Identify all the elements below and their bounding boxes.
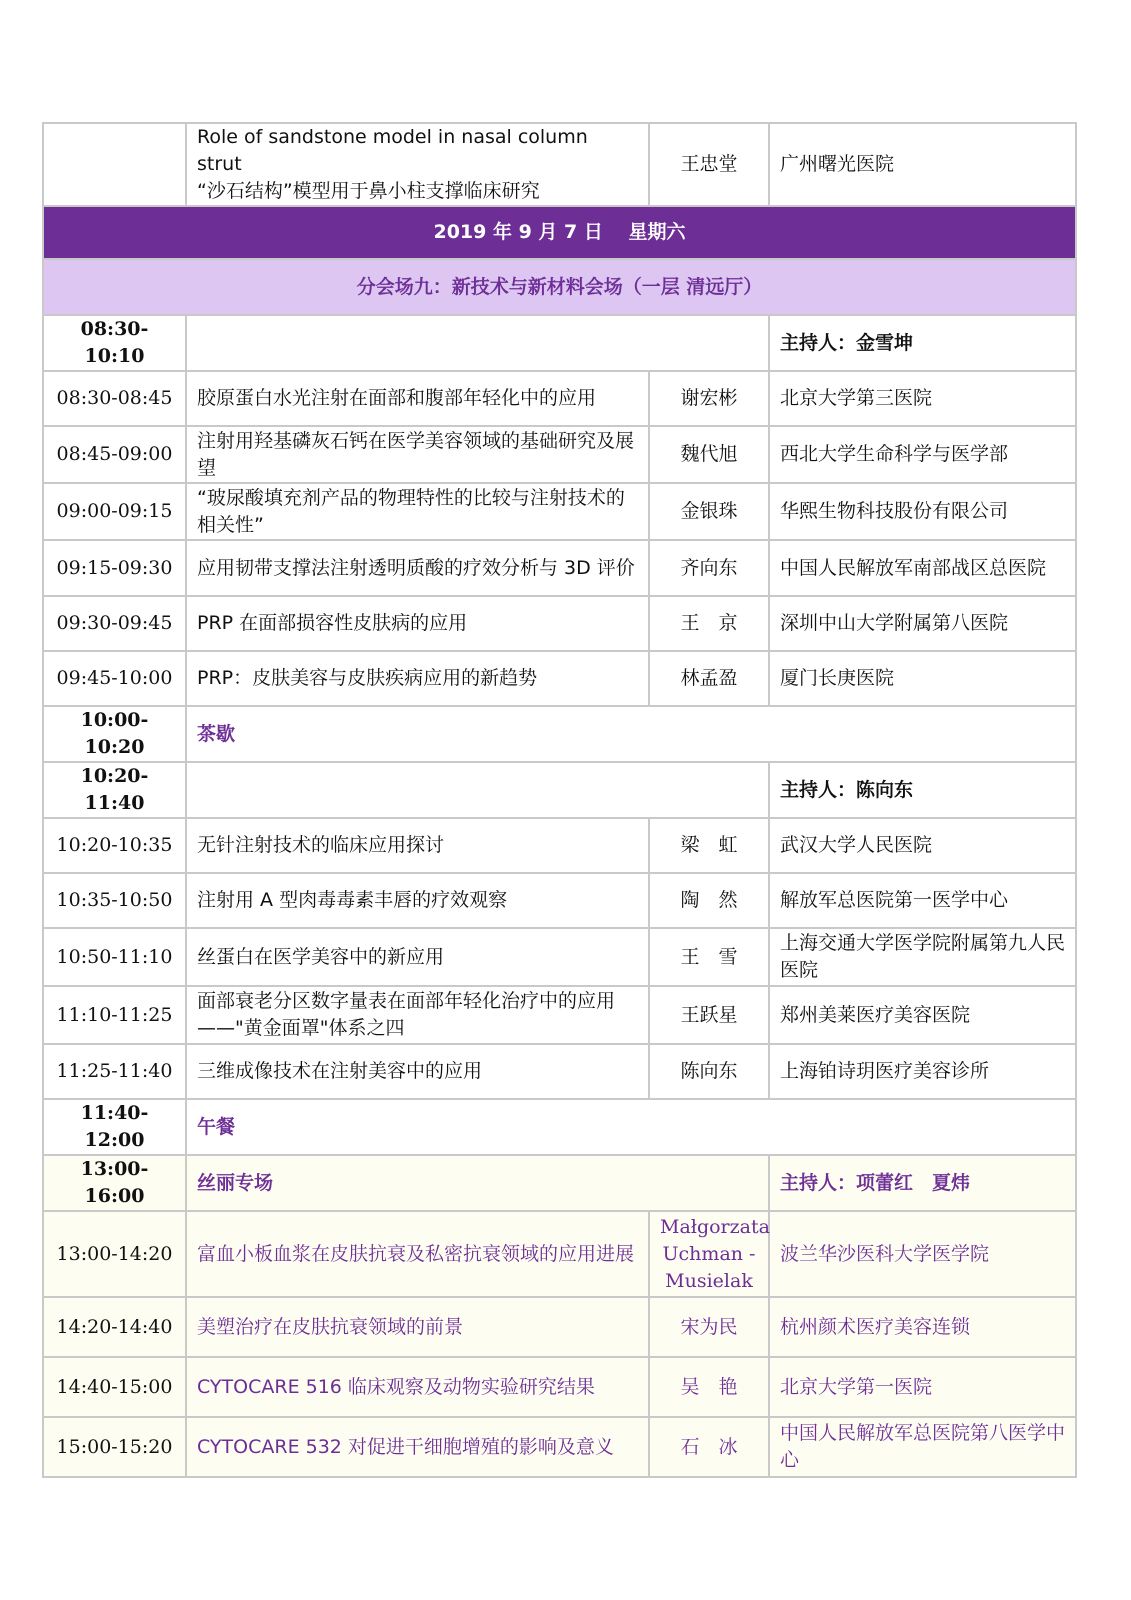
talk-title: 三维成像技术在注射美容中的应用 xyxy=(186,1044,649,1099)
session-header-row xyxy=(43,315,1076,371)
table-row xyxy=(43,873,1076,928)
talk-time: 10:35-10:50 xyxy=(43,873,186,928)
speaker-name: 陈向东 xyxy=(649,1044,769,1099)
institution: 上海交通大学医学院附属第九人民医院 xyxy=(769,928,1076,986)
talk-time: 11:10-11:25 xyxy=(43,986,186,1044)
talk-time: 10:20-10:35 xyxy=(43,818,186,873)
table-row xyxy=(43,123,1076,206)
speaker-name: 王跃星 xyxy=(649,986,769,1044)
institution: 波兰华沙医科大学医学院 xyxy=(769,1211,1076,1297)
schedule-table xyxy=(42,122,1077,1478)
table-row xyxy=(43,928,1076,986)
institution: 武汉大学人民医院 xyxy=(769,818,1076,873)
talk-title: PRP：皮肤美容与皮肤疾病应用的新趋势 xyxy=(186,651,649,706)
table-row xyxy=(43,596,1076,651)
table-row xyxy=(43,1044,1076,1099)
talk-time: 14:40-15:00 xyxy=(43,1357,186,1417)
institution: 杭州颜术医疗美容连锁 xyxy=(769,1297,1076,1357)
table-row xyxy=(43,1297,1076,1357)
talk-title: 注射用 A 型肉毒毒素丰唇的疗效观察 xyxy=(186,873,649,928)
talk-time: 09:00-09:15 xyxy=(43,483,186,540)
talk-title: 注射用羟基磷灰石钙在医学美容领域的基础研究及展望 xyxy=(186,426,649,483)
institution: 郑州美莱医疗美容医院 xyxy=(769,986,1076,1044)
talk-title-cn: “沙石结构”模型用于鼻小柱支撑临床研究 xyxy=(197,180,540,202)
institution: 北京大学第三医院 xyxy=(769,371,1076,426)
venue-banner-row xyxy=(43,259,1076,315)
speaker-name: 王 京 xyxy=(649,596,769,651)
session-time: 13:00-16:00 xyxy=(43,1155,186,1211)
table-row xyxy=(43,1211,1076,1297)
table-row xyxy=(43,483,1076,540)
talk-time: 11:25-11:40 xyxy=(43,1044,186,1099)
table-row xyxy=(43,426,1076,483)
institution: 厦门长庚医院 xyxy=(769,651,1076,706)
talk-title: 应用韧带支撑法注射透明质酸的疗效分析与 3D 评价 xyxy=(186,540,649,596)
venue-banner: 分会场九：新技术与新材料会场（一层 清远厅） xyxy=(43,259,1076,315)
table-row xyxy=(43,818,1076,873)
talk-title: 富血小板血浆在皮肤抗衰及私密抗衰领域的应用进展 xyxy=(186,1211,649,1297)
institution: 华熙生物科技股份有限公司 xyxy=(769,483,1076,540)
talk-title: PRP 在面部损容性皮肤病的应用 xyxy=(186,596,649,651)
break-label: 茶歇 xyxy=(186,706,1076,762)
institution: 广州曙光医院 xyxy=(769,123,1076,206)
table-row xyxy=(43,986,1076,1044)
talk-title xyxy=(186,123,649,206)
speaker-name: 魏代旭 xyxy=(649,426,769,483)
talk-title: 胶原蛋白水光注射在面部和腹部年轻化中的应用 xyxy=(186,371,649,426)
talk-title: 面部衰老分区数字量表在面部年轻化治疗中的应用——"黄金面罩"体系之四 xyxy=(186,986,649,1044)
table-row xyxy=(43,1357,1076,1417)
session-empty xyxy=(186,762,769,818)
speaker-name: 王 雪 xyxy=(649,928,769,986)
speaker-name: Małgorzata Uchman - Musielak xyxy=(649,1211,769,1297)
talk-time: 09:45-10:00 xyxy=(43,651,186,706)
institution: 深圳中山大学附属第八医院 xyxy=(769,596,1076,651)
talk-time: 09:15-09:30 xyxy=(43,540,186,596)
date-banner-row xyxy=(43,206,1076,259)
session-time: 10:20-11:40 xyxy=(43,762,186,818)
speaker-name: 谢宏彬 xyxy=(649,371,769,426)
speaker-name: 宋为民 xyxy=(649,1297,769,1357)
speaker-name: 林孟盈 xyxy=(649,651,769,706)
talk-time: 10:50-11:10 xyxy=(43,928,186,986)
institution: 西北大学生命科学与医学部 xyxy=(769,426,1076,483)
speaker-name: 陶 然 xyxy=(649,873,769,928)
session-time: 08:30-10:10 xyxy=(43,315,186,371)
table-row xyxy=(43,371,1076,426)
talk-time: 08:30-08:45 xyxy=(43,371,186,426)
time-cell xyxy=(43,123,186,206)
speaker-name: 王忠堂 xyxy=(649,123,769,206)
institution: 解放军总医院第一医学中心 xyxy=(769,873,1076,928)
break-row xyxy=(43,1099,1076,1155)
table-row xyxy=(43,1417,1076,1477)
talk-title: 无针注射技术的临床应用探讨 xyxy=(186,818,649,873)
talk-time: 15:00-15:20 xyxy=(43,1417,186,1477)
institution: 中国人民解放军南部战区总医院 xyxy=(769,540,1076,596)
date-banner: 2019 年 9 月 7 日 星期六 xyxy=(43,206,1076,259)
speaker-name: 金银珠 xyxy=(649,483,769,540)
talk-time: 14:20-14:40 xyxy=(43,1297,186,1357)
session-label: 丝丽专场 xyxy=(186,1155,769,1211)
session-header-row xyxy=(43,1155,1076,1211)
speaker-name: 梁 虹 xyxy=(649,818,769,873)
table-row xyxy=(43,651,1076,706)
talk-time: 09:30-09:45 xyxy=(43,596,186,651)
session-host: 主持人：项蕾红 夏炜 xyxy=(769,1155,1076,1211)
talk-title: CYTOCARE 532 对促进干细胞增殖的影响及意义 xyxy=(186,1417,649,1477)
institution: 中国人民解放军总医院第八医学中心 xyxy=(769,1417,1076,1477)
break-row xyxy=(43,706,1076,762)
talk-title: 美塑治疗在皮肤抗衰领域的前景 xyxy=(186,1297,649,1357)
break-time: 10:00-10:20 xyxy=(43,706,186,762)
session-header-row xyxy=(43,762,1076,818)
speaker-name: 石 冰 xyxy=(649,1417,769,1477)
speaker-name: 齐向东 xyxy=(649,540,769,596)
talk-time: 13:00-14:20 xyxy=(43,1211,186,1297)
session-host: 主持人：陈向东 xyxy=(769,762,1076,818)
talk-time: 08:45-09:00 xyxy=(43,426,186,483)
session-host: 主持人：金雪坤 xyxy=(769,315,1076,371)
table-row xyxy=(43,540,1076,596)
talk-title: “玻尿酸填充剂产品的物理特性的比较与注射技术的相关性” xyxy=(186,483,649,540)
institution: 北京大学第一医院 xyxy=(769,1357,1076,1417)
talk-title: 丝蛋白在医学美容中的新应用 xyxy=(186,928,649,986)
session-empty xyxy=(186,315,769,371)
break-label: 午餐 xyxy=(186,1099,1076,1155)
speaker-name: 吴 艳 xyxy=(649,1357,769,1417)
talk-title: CYTOCARE 516 临床观察及动物实验研究结果 xyxy=(186,1357,649,1417)
break-time: 11:40-12:00 xyxy=(43,1099,186,1155)
talk-title-en: Role of sandstone model in nasal column strut xyxy=(197,126,588,175)
institution: 上海铂诗玥医疗美容诊所 xyxy=(769,1044,1076,1099)
